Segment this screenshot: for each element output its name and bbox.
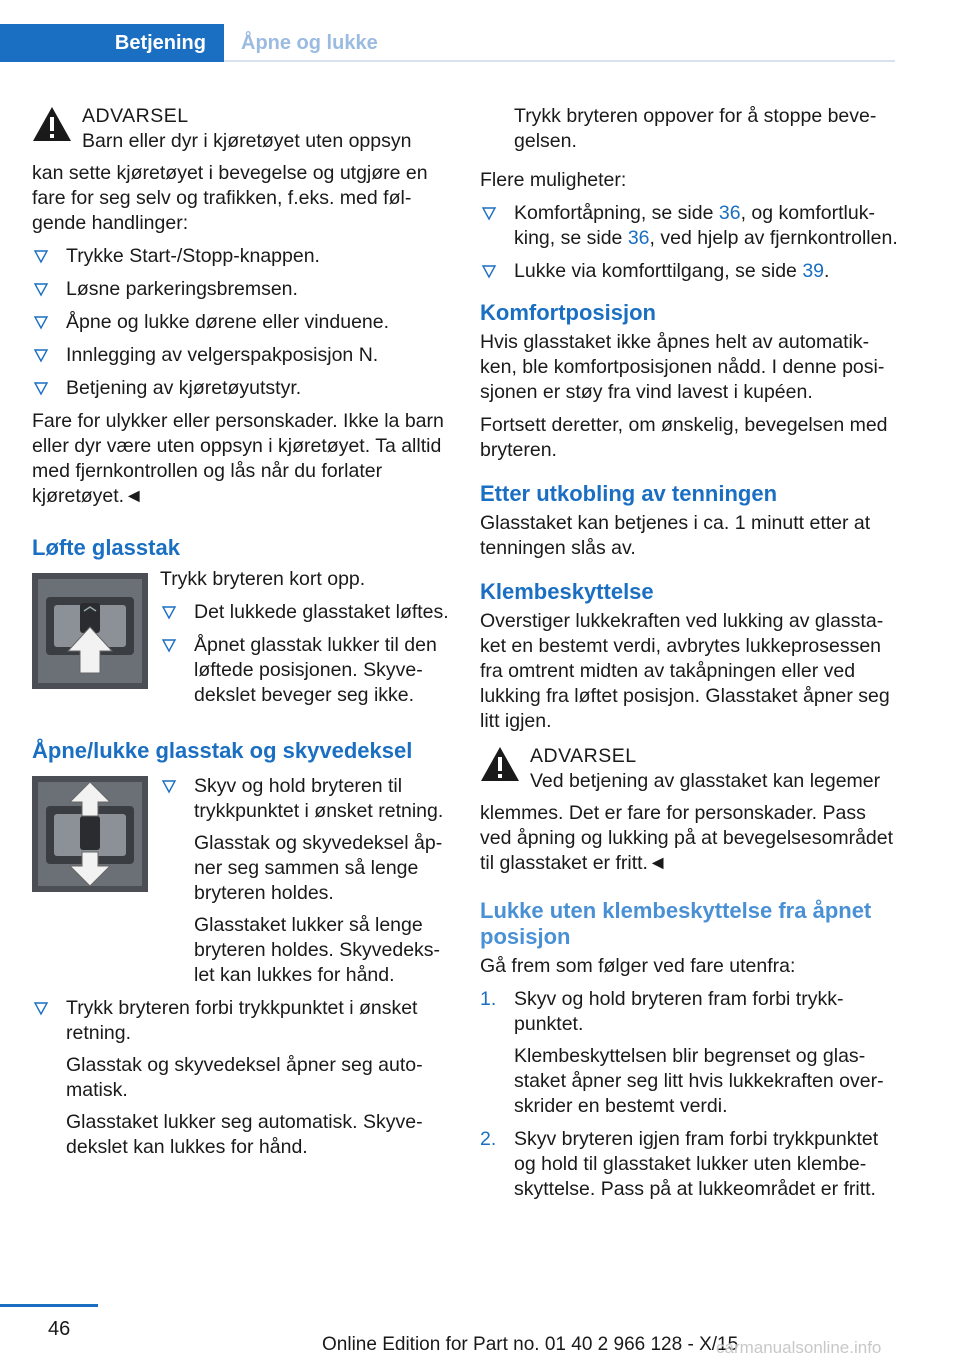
edition-text: Online Edition for Part no. 01 40 2 966 128 - X/15 <box>322 1334 739 1355</box>
lift-section <box>32 567 450 716</box>
list-item: Det lukkede glasstaket løftes. <box>160 600 450 625</box>
continue-text: Trykk bryteren oppover for å stoppe bevegelsen. <box>514 105 877 152</box>
warning-first-line: Barn eller dyr i kjøretøyet uten oppsyn <box>82 130 412 152</box>
warning-closing: Fare for ulykker eller personskader. Ikke la barn eller dyr være uten oppsyn i kjøretøyet. Ta alltid med fjernkontrollen og lås når du forlater kjøretøyet.◄ <box>32 410 444 507</box>
chapter-tabs <box>0 24 895 62</box>
no-pinch-steps <box>480 987 898 1202</box>
list-item: Løsne parkeringsbremsen. <box>32 277 450 302</box>
warning-text: kan sette kjøretøyet i bevegelse og utgjøre en fare for seg selv og trafikken, f.eks. med følgende handlinger: <box>32 162 428 234</box>
page-link-36[interactable]: 36 <box>718 202 741 224</box>
triangle-bullet-icon <box>34 250 48 264</box>
tab-apne-og-lukke[interactable]: Åpne og lukke <box>241 31 378 54</box>
right-column <box>480 104 898 1210</box>
triangle-bullet-icon <box>34 316 48 330</box>
heading-after-ignition: Etter utkobling av tenningen <box>480 481 778 506</box>
triangle-bullet-icon <box>34 349 48 363</box>
page-link-36[interactable]: 36 <box>627 227 650 249</box>
page-number: 46 <box>48 1318 71 1340</box>
triangle-bullet-icon <box>34 283 48 297</box>
list-item: 1. Skyv og hold bryteren fram forbi trykkpunktet. Klembeskyttelsen blir begrenset og glasstaket åpner seg litt hvis lukkekraften overskrider en bestemt verdi. <box>480 988 884 1117</box>
triangle-bullet-icon <box>162 639 176 653</box>
warning-list <box>32 244 450 401</box>
list-item: Betjening av kjøretøyutstyr. <box>32 376 450 401</box>
comfort-text-1: Hvis glasstaket ikke åpnes helt av automatikken, ble komfortposisjonen nådd. I denne posisjonen er støy fra vind lavest i kupéen. <box>480 331 885 403</box>
open-close-list <box>160 774 450 988</box>
warning-icon <box>480 746 520 782</box>
warning-block <box>32 104 450 154</box>
warning-icon <box>32 106 72 142</box>
triangle-bullet-icon <box>162 780 176 794</box>
list-item: Trykk bryteren forbi trykkpunktet i ønsket retning. Glasstak og skyvedeksel åpner seg automatisk. Glasstaket lukker seg automatisk. Skyvedekslet kan lukkes for hånd. <box>32 996 450 1160</box>
triangle-bullet-icon <box>482 207 496 221</box>
heading-lift: Løfte glasstak <box>32 535 180 560</box>
heading-open-close: Åpne/lukke glasstak og skyvedeksel <box>32 738 413 763</box>
list-item: Lukke via komforttilgang, se side 39. <box>480 259 898 284</box>
left-column <box>32 104 450 1168</box>
switch-lift-illustration <box>32 573 148 689</box>
list-item: Innlegging av velgerspakposisjon N. <box>32 343 450 368</box>
more-options-label: Flere muligheter: <box>480 169 627 191</box>
warning-title: ADVARSEL <box>530 745 637 767</box>
open-close-section <box>32 774 450 996</box>
list-item: Trykke Start-/Stopp-knappen. <box>32 244 450 269</box>
list-item: 2. Skyv bryteren igjen fram forbi trykkpunktet og hold til glasstaket lukker uten klembeskyttelse. Pass på at lukkeområdet er fritt. <box>480 1128 879 1200</box>
footer-rule <box>0 1304 98 1307</box>
warning-first-line: Ved betjening av glasstaket kan legemer <box>530 770 881 792</box>
heading-comfort: Komfortposisjon <box>480 300 656 325</box>
warning-text: klemmes. Det er fare for personskader. Pass ved åpning og lukking på at bevegelsesområdet til glasstaket er fritt.◄ <box>480 802 894 874</box>
list-item: Skyv og hold bryteren til trykkpunktet i ønsket retning. Glasstak og skyvedeksel åpner seg sammen så lenge bryteren holdes. Glasstaket lukker så lenge bryteren holdes. Skyvedekslet kan lukkes for hånd. <box>160 774 450 988</box>
triangle-bullet-icon <box>482 265 496 279</box>
triangle-bullet-icon <box>34 1002 48 1016</box>
list-item: Komfortåpning, se side 36, og komfortlukking, se side 36, ved hjelp av fjernkontrollen. <box>480 201 898 251</box>
more-options-list <box>480 201 898 284</box>
triangle-bullet-icon <box>162 606 176 620</box>
no-pinch-intro: Gå frem som følger ved fare utenfra: <box>480 955 796 977</box>
list-item: Åpne og lukke dørene eller vinduene. <box>32 310 450 335</box>
comfort-text-2: Fortsett deretter, om ønskelig, bevegelsen med bryteren. <box>480 414 888 461</box>
warning-block <box>480 744 898 794</box>
after-ignition-text: Glasstaket kan betjenes i ca. 1 minutt etter at tenningen slås av. <box>480 512 871 559</box>
open-close-auto-list <box>32 996 450 1160</box>
watermark: carmanualsonline.info <box>716 1338 882 1357</box>
page-link-39[interactable]: 39 <box>802 260 825 282</box>
heading-no-pinch: Lukke uten klembeskyttelse fra åpnet posisjon <box>480 898 872 949</box>
switch-slide-illustration <box>32 776 148 892</box>
heading-pinch: Klembeskyttelse <box>480 579 654 604</box>
pinch-text: Overstiger lukkekraften ved lukking av glasstaket en bestemt verdi, avbrytes lukkeprosessen fra omtrent midten av takåpningen eller ved lukking fra løftet posisjon. Glasstaket åpner seg litt igjen. <box>480 610 890 732</box>
lift-intro: Trykk bryteren kort opp. <box>160 568 366 590</box>
list-item: Åpnet glasstak lukker til den løftede posisjonen. Skyvedekslet beveger seg ikke. <box>160 633 450 708</box>
step-number: 2. <box>480 1128 497 1150</box>
lift-list <box>160 600 450 708</box>
step-number: 1. <box>480 988 497 1010</box>
warning-title: ADVARSEL <box>82 105 189 127</box>
tab-betjening[interactable]: Betjening <box>0 24 224 62</box>
triangle-bullet-icon <box>34 382 48 396</box>
